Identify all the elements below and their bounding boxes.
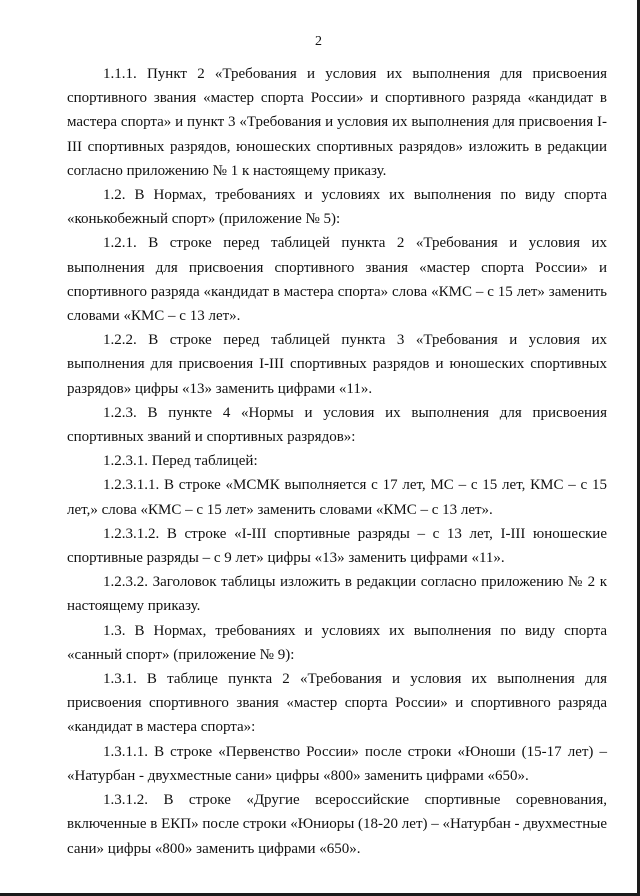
paragraph-1-2-3-2: 1.2.3.2. Заголовок таблицы изложить в редакции согласно приложению № 2 к настоящему приказу.	[67, 574, 607, 615]
paragraph-1-2-3-1: 1.2.3.1. Перед таблицей:	[103, 453, 258, 470]
paragraph-1-1-1: 1.1.1. Пункт 2 «Требования и условия их выполнения для присвоения спортивного звания «мастер спорта России» и спортивного разряда «кандидат в мастера спорта» и пункт 3 «Требования и условия их выполнения для присвоения I-III спортивных разрядов, юношеских спортивных разрядов» изложить в редакции согласно приложению № 1 к настоящему приказу.	[67, 66, 607, 179]
paragraph-1-3-1-1: 1.3.1.1. В строке «Первенство России» после строки «Юноши (15-17 лет) – «Натурбан - двухместные сани» цифры «800» заменить цифрами «650».	[67, 743, 607, 784]
paragraph-1-3-1: 1.3.1. В таблице пункта 2 «Требования и условия их выполнения для присвоения спортивного звания «мастер спорта России» и спортивного разряда «кандидат в мастера спорта»:	[67, 671, 607, 736]
paragraph-1-2-3: 1.2.3. В пункте 4 «Нормы и условия их выполнения для присвоения спортивных званий и спортивных разрядов»:	[67, 404, 607, 446]
paragraph-1-3: 1.3. В Нормах, требованиях и условиях их выполнения по виду спорта «санный спорт» (приложение № 9):	[67, 622, 607, 663]
paragraph-1-3-1-2: 1.3.1.2. В строке «Другие всероссийские спортивные соревнования, включенные в ЕКП» после строки «Юниоры (18-20 лет) – «Натурбан - двухместные сани» цифры «800» заменить цифрами «650».	[67, 792, 607, 857]
document-body	[67, 62, 607, 861]
paragraph-1-2-3-1-1: 1.2.3.1.1. В строке «МСМК выполняется с 17 лет, МС – с 15 лет, КМС – с 15 лет,» слова «КМС – с 15 лет» заменить словами «КМС – с 13 лет».	[67, 477, 607, 518]
paragraph-1-2-3-1-2: 1.2.3.1.2. В строке «I-III спортивные разряды – с 13 лет, I-III юношеские спортивные разряды – с 9 лет» цифры «13» заменить цифрами «11».	[67, 525, 607, 567]
paragraph-1-2: 1.2. В Нормах, требованиях и условиях их выполнения по виду спорта «конькобежный спорт» (приложение № 5):	[67, 187, 607, 228]
paragraph-1-2-1: 1.2.1. В строке перед таблицей пункта 2 «Требования и условия их выполнения для присвоения спортивного звания «мастер спорта России» и спортивного разряда «кандидат в мастера спорта» слова «КМС – с 15 лет» заменить словами «КМС – с 13 лет».	[67, 235, 607, 325]
paragraph-1-2-2: 1.2.2. В строке перед таблицей пункта 3 «Требования и условия их выполнения для присвоения I-III спортивных разрядов и юношеских спортивных разрядов» цифры «13» заменить цифрами «11».	[67, 332, 607, 397]
page-number: 2	[315, 34, 322, 49]
